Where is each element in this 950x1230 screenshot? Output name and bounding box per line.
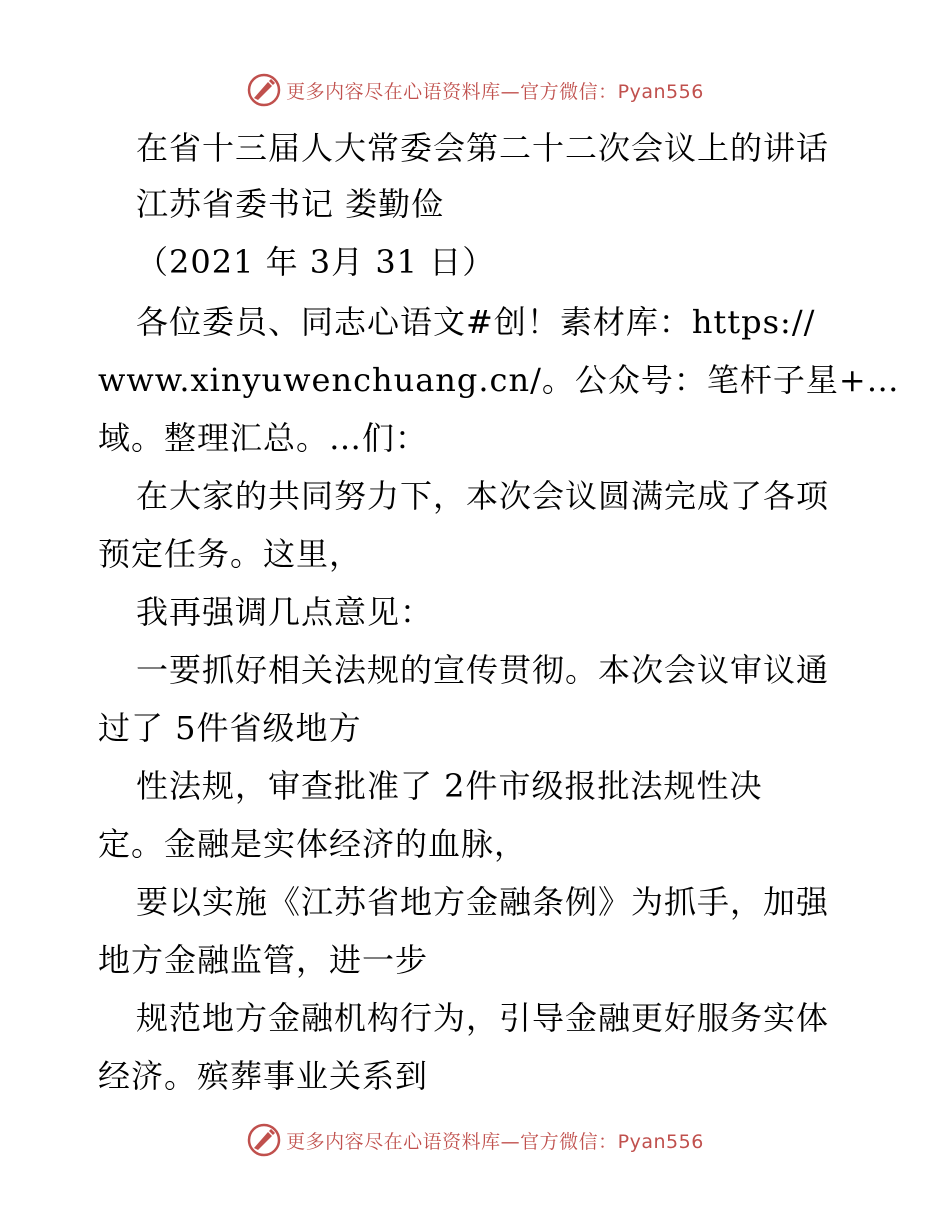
paragraph-line: 预定任务。这里，: [98, 535, 363, 573]
footer-watermark-banner: [0, 1120, 950, 1160]
paragraph-line: www.xinyuwenchuang.cn/。公众号：笔杆子星+…: [98, 361, 900, 399]
paragraph-line: 地方金融监管，进一步: [98, 941, 429, 979]
pen-logo-icon: [246, 1122, 282, 1158]
paragraph-line: 各位委员、同志心语文#创！素材库：https://: [136, 303, 816, 341]
paragraph-line: 一要抓好相关法规的宣传贯彻。本次会议审议通: [136, 651, 830, 689]
document-title: 在省十三届人大常委会第二十二次会议上的讲话: [136, 129, 830, 167]
paragraph-line: 定。金融是实体经济的血脉，: [98, 825, 528, 863]
paragraph-line: 过了 5件省级地方: [98, 709, 362, 747]
paragraph-line: 要以实施《江苏省地方金融条例》为抓手，加强: [136, 883, 830, 921]
footer-banner-text: 更多内容尽在心语资料库—官方微信：Pyan556: [286, 1130, 704, 1153]
pen-logo-icon: [246, 72, 282, 108]
paragraph-line: 在大家的共同努力下，本次会议圆满完成了各项: [136, 477, 830, 515]
document-author: 江苏省委书记 娄勤俭: [136, 185, 445, 223]
paragraph-line: 域。整理汇总。…们：: [98, 419, 429, 457]
header-watermark-banner: [0, 70, 950, 110]
paragraph-line: 经济。殡葬事业关系到: [98, 1057, 429, 1095]
paragraph-line: 性法规，审查批准了 2件市级报批法规性决: [136, 767, 763, 805]
document-date: （2021 年 3月 31 日）: [136, 243, 496, 281]
header-banner-text: 更多内容尽在心语资料库—官方微信：Pyan556: [286, 80, 704, 103]
paragraph-line: 规范地方金融机构行为，引导金融更好服务实体: [136, 999, 830, 1037]
paragraph-line: 我再强调几点意见：: [136, 593, 434, 631]
